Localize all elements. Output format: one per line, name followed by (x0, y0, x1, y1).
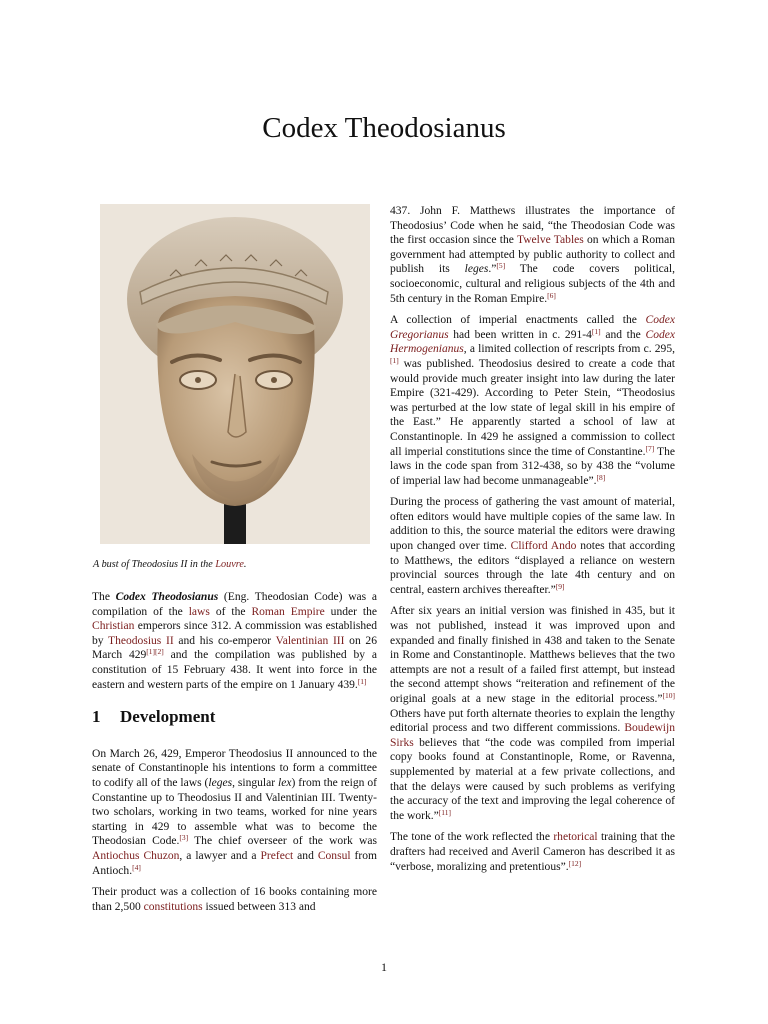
section-heading-development (92, 707, 377, 727)
body-text: believes that “the code was compiled from imperial copy books found at Constantinople, Rome, or Ravenna, supplemented by material at a few private collections, and that the delays were caused by such problems as verifying the accuracy of the text and improving the legal coherence of the work.” (390, 736, 675, 822)
section-number: 1 (92, 707, 101, 727)
citation-9[interactable]: [9] (555, 581, 565, 591)
intro-text: of the (209, 605, 252, 618)
link-louvre[interactable]: Louvre (215, 559, 244, 570)
body-text: The tone of the work reflected the (390, 831, 554, 844)
left-column (92, 590, 377, 921)
link-antiochus-chuzon[interactable]: Antiochus Chuzon (92, 849, 180, 862)
body-text: Their product was a collection of 16 books containing more than 2,500 (92, 886, 377, 913)
citation-4[interactable]: [4] (132, 862, 141, 872)
intro-text: under the (324, 605, 378, 618)
body-text: and (293, 849, 318, 862)
caption-end: . (243, 559, 247, 570)
right-paragraph-3 (390, 495, 675, 597)
body-text: had been written in c. 291-4 (448, 328, 592, 341)
citation-11[interactable]: [11] (438, 807, 451, 817)
intro-text: and the compilation was published by a constitution of 15 February 438. It went into force in the eastern and western parts of the empire on 1 January 439. (92, 649, 377, 691)
citation-5[interactable]: [5] (496, 261, 506, 271)
article-subject: Codex Theodosianus (115, 591, 219, 603)
intro-text: (Eng. Theodosian Code) was a compilation of the (92, 591, 377, 618)
link-consul[interactable]: Consul (317, 849, 351, 862)
citation-1[interactable]: [1] (591, 326, 601, 336)
link-valentinian-iii[interactable]: Valentinian III (275, 634, 345, 647)
body-text: and the (600, 328, 646, 341)
body-text: The chief overseer of the work was (188, 835, 377, 848)
italic-term: leges (464, 263, 489, 276)
citation-1[interactable]: [1] (390, 355, 399, 365)
citation-1[interactable]: [1] (146, 647, 156, 657)
body-text: After six years an initial version was finished in 435, but it was not published, instead it was improved upon and expanded and finally finished in 438 and taken to the Senate in Rome and Constantinople. Matthews believes that the two attempts are not a result of a failed first attempt, but instead the second attempt shows “reiteration and refinement of the original goals at a new stage in the editorial process.” (390, 605, 675, 705)
intro-text: and his co-emperor (173, 634, 276, 647)
citation-3[interactable]: [3] (179, 833, 189, 843)
link-theodosius-ii[interactable]: Theodosius II (108, 634, 174, 647)
caption-text: A bust of Theodosius II in the (93, 559, 216, 570)
section-title: Development (120, 707, 216, 727)
link-codex-gregorianus-text: Codex Gregorianus (390, 314, 675, 341)
intro-text: emperors since 312. A commission was established by (92, 620, 377, 647)
body-text: issued between 313 and (202, 900, 316, 913)
body-text: A collection of imperial enactments called the (390, 314, 646, 327)
citation-12[interactable]: [12] (568, 858, 582, 868)
right-paragraph-1 (390, 204, 675, 306)
citation-2[interactable]: [2] (155, 647, 164, 657)
page-title: Codex Theodosianus (262, 112, 506, 144)
link-prefect[interactable]: Prefect (260, 849, 294, 862)
body-text: training that the drafters had received and Averil Cameron has described it as “verbose, moralizing and pretentious”. (390, 831, 676, 873)
italic-term: lex (278, 776, 292, 789)
link-clifford-ando[interactable]: Clifford Ando (510, 540, 577, 553)
right-paragraph-4 (390, 604, 675, 823)
italic-term: leges (208, 776, 233, 789)
link-boudewijn-sirks[interactable]: Boudewijn Sirks (390, 722, 675, 749)
citation-8[interactable]: [8] (596, 472, 606, 482)
body-text: , singular (232, 776, 279, 789)
link-laws[interactable]: laws (188, 605, 210, 618)
development-paragraph-2 (92, 885, 377, 914)
body-text: Others have put forth alternate theories to explain the lengthy editorial process and two different commissions. (390, 707, 675, 735)
intro-text: The (92, 591, 116, 603)
link-codex-hermogenianus-text: Codex Hermogenianus (390, 328, 675, 356)
right-paragraph-2 (390, 313, 675, 488)
body-text: notes that according to Matthews, the editors “displayed a reliance on western provincial sources through the late 4th century and on central, eastern archives thereafter.” (390, 540, 675, 596)
intro-paragraph (92, 590, 377, 692)
link-rhetorical[interactable]: rhetorical (553, 831, 598, 844)
bust-illustration (100, 204, 370, 544)
citation-1[interactable]: [1] (357, 676, 367, 686)
link-twelve-tables[interactable]: Twelve Tables (516, 234, 584, 247)
body-text: was published. Theodosius desired to create a code that would provide much greater insight into law during the later Empire (321-429). According to Peter Stein, “Theodosius was perturbed at the low state of legal skill in his empire of the East.” He apparently started a school of law at Constantinople. In 429 he assigned a commission to collect all imperial constitutions since the time of Constantine. (390, 357, 675, 458)
body-text: .” (488, 263, 497, 276)
body-text: on which a Roman government had attempted by public authority to collect and publish its (390, 234, 675, 276)
body-text: During the process of gathering the vast amount of material, often editors would have multiple copies of the same law. In addition to this, the source material the editors were drawing upon changed over time. (390, 496, 675, 553)
right-column (390, 204, 675, 881)
link-roman-empire[interactable]: Roman Empire (251, 605, 325, 618)
body-text: The laws in the code span from 312-438, so by 438 the “volume of imperial law had become unmanageable”. (390, 445, 675, 487)
body-text: , a limited collection of rescripts from c. 295, (463, 343, 675, 356)
body-text: , a lawyer and a (179, 849, 261, 862)
body-text: 437. John F. Matthews illustrates the importance of Theodosius’ Code when he said, “the Theodosian Code was the first occasion since the (390, 205, 675, 247)
intro-text: on 26 March 429 (92, 634, 377, 662)
right-paragraph-5 (390, 830, 675, 874)
bust-image (100, 204, 370, 544)
development-paragraph-1 (92, 747, 377, 878)
body-text: The code covers political, socioeconomic, cultural and religious subjects of the 4th and 5th century in the Roman Empire. (390, 263, 675, 305)
page-number: 1 (381, 960, 387, 974)
citation-10[interactable]: [10] (662, 691, 675, 700)
citation-6[interactable]: [6] (547, 290, 556, 300)
body-text: ) from the reign of Constantine up to Theodosius II and Valentinian III. Twenty-two scholars, working in two teams, worked for nine years starting in 429 to assemble what was to become the Theodosian Code. (92, 776, 377, 848)
figure-caption (93, 559, 378, 570)
link-christian[interactable]: Christian (92, 620, 135, 633)
citation-7[interactable]: [7] (645, 443, 655, 453)
body-text: from Antioch. (92, 849, 377, 877)
link-constitutions[interactable]: constitutions (143, 900, 203, 913)
body-text: On March 26, 429, Emperor Theodosius II announced to the senate of Constantinople his intentions to form a committee to codify all of the laws ( (92, 747, 377, 789)
